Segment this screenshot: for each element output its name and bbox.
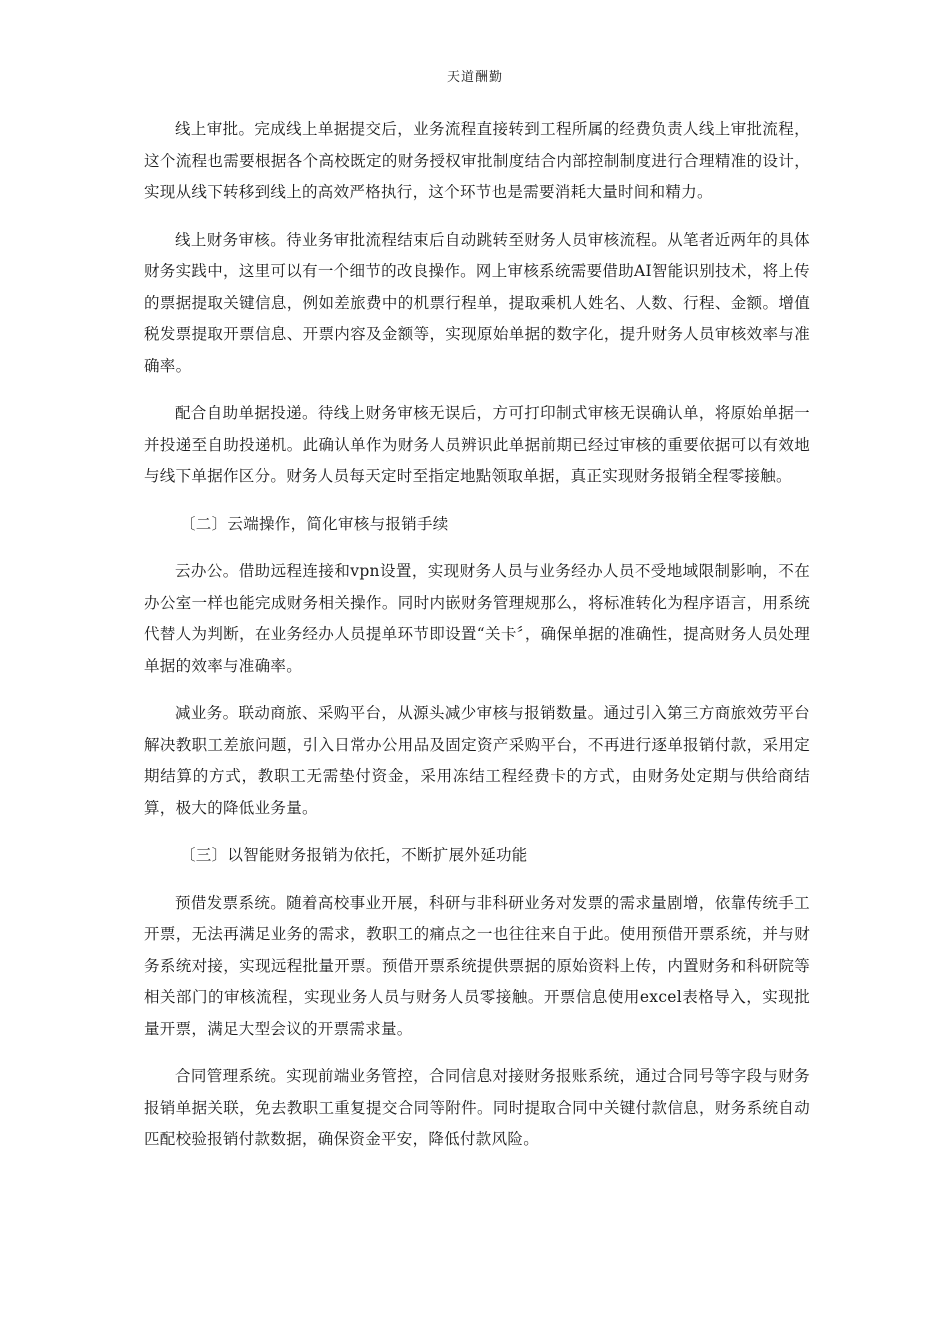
paragraph-invoice-system: 预借发票系统。随着高校事业开展，科研与非科研业务对发票的需求量剧增，依靠传统手工开票，无法再满足业务的需求，教职工的痛点之一也往往来自于此。使用预借开票系统，并与财务系统对接，实现远程批量开票。预借开票系统提供票据的原始资料上传，内置财务和科研院等相关部门的审核流程，实现业务人员与财务人员零接触。开票信息使用excel表格导入，实现批量开票，满足大型会议的开票需求量。 [144, 893, 810, 1038]
paragraph-online-finance-review: 线上财务审核。待业务审批流程结束后自动跳转至财务人员审核流程。从笔者近两年的具体财务实践中，这里可以有一个细节的改良操作。网上审核系统需要借助AI智能识别技术，将上传的票据提取关键信息，例如差旅费中的机票行程单，提取乘机人姓名、人数、行程、金额。增值税发票提取开票信息、开票内容及金额等，实现原始单据的数字化，提升财务人员审核效率与准确率。 [144, 230, 810, 375]
paragraph-reduce-business: 减业务。联动商旅、采购平台，从源头减少审核与报销数量。通过引入第三方商旅效劳平台解决教职工差旅问题，引入日常办公用品及固定资产采购平台，不再进行逐单报销付款，采用定期结算的方式，教职工无需垫付资金，采用冻结工程经费卡的方式，由财务处定期与供给商结算，极大的降低业务量。 [144, 704, 810, 817]
paragraph-cloud-office: 云办公。借助远程连接和vpn设置，实现财务人员与业务经办人员不受地域限制影响，不在办公室一样也能完成财务相关操作。同时内嵌财务管理规那么，将标准转化为程序语言，用系统代替人为判断，在业务经办人员提单环节即设置“关卡〞，确保单据的准确性，提高财务人员处理单据的效率与准确率。 [144, 562, 810, 675]
section-heading-smart-reimbursement: 〔三〕以智能财务报销为依托，不断扩展外延功能 [180, 846, 528, 864]
paragraph-contract-system: 合同管理系统。实现前端业务管控，合同信息对接财务报账系统，通过合同号等字段与财务报销单据关联，免去教职工重复提交合同等附件。同时提取合同中关键付款信息，财务系统自动匹配校验报销付款数据，确保资金平安，降低付款风险。 [144, 1067, 810, 1148]
paragraph-self-service-delivery: 配合自助单据投递。待线上财务审核无误后，方可打印制式审核无误确认单，将原始单据一并投递至自助投递机。此确认单作为财务人员辨识此单据前期已经过审核的重要依据可以有效地与线下单据作区分。财务人员每天定时至指定地點领取单据，真正实现财务报销全程零接触。 [144, 404, 810, 485]
section-heading-cloud-operation: 〔二〕云端操作，简化审核与报销手续 [180, 514, 449, 533]
page-header: 天道酬勤 [446, 70, 503, 85]
paragraph-online-approval: 线上审批。完成线上单据提交后，业务流程直接转到工程所属的经费负责人线上审批流程，这个流程也需要根据各个高校既定的财务授权审批制度结合内部控制制度进行合理精准的设计，实现从线下转移到线上的高效严格执行，这个环节也是需要消耗大量时间和精力。 [144, 120, 810, 201]
document-body [144, 114, 810, 1172]
